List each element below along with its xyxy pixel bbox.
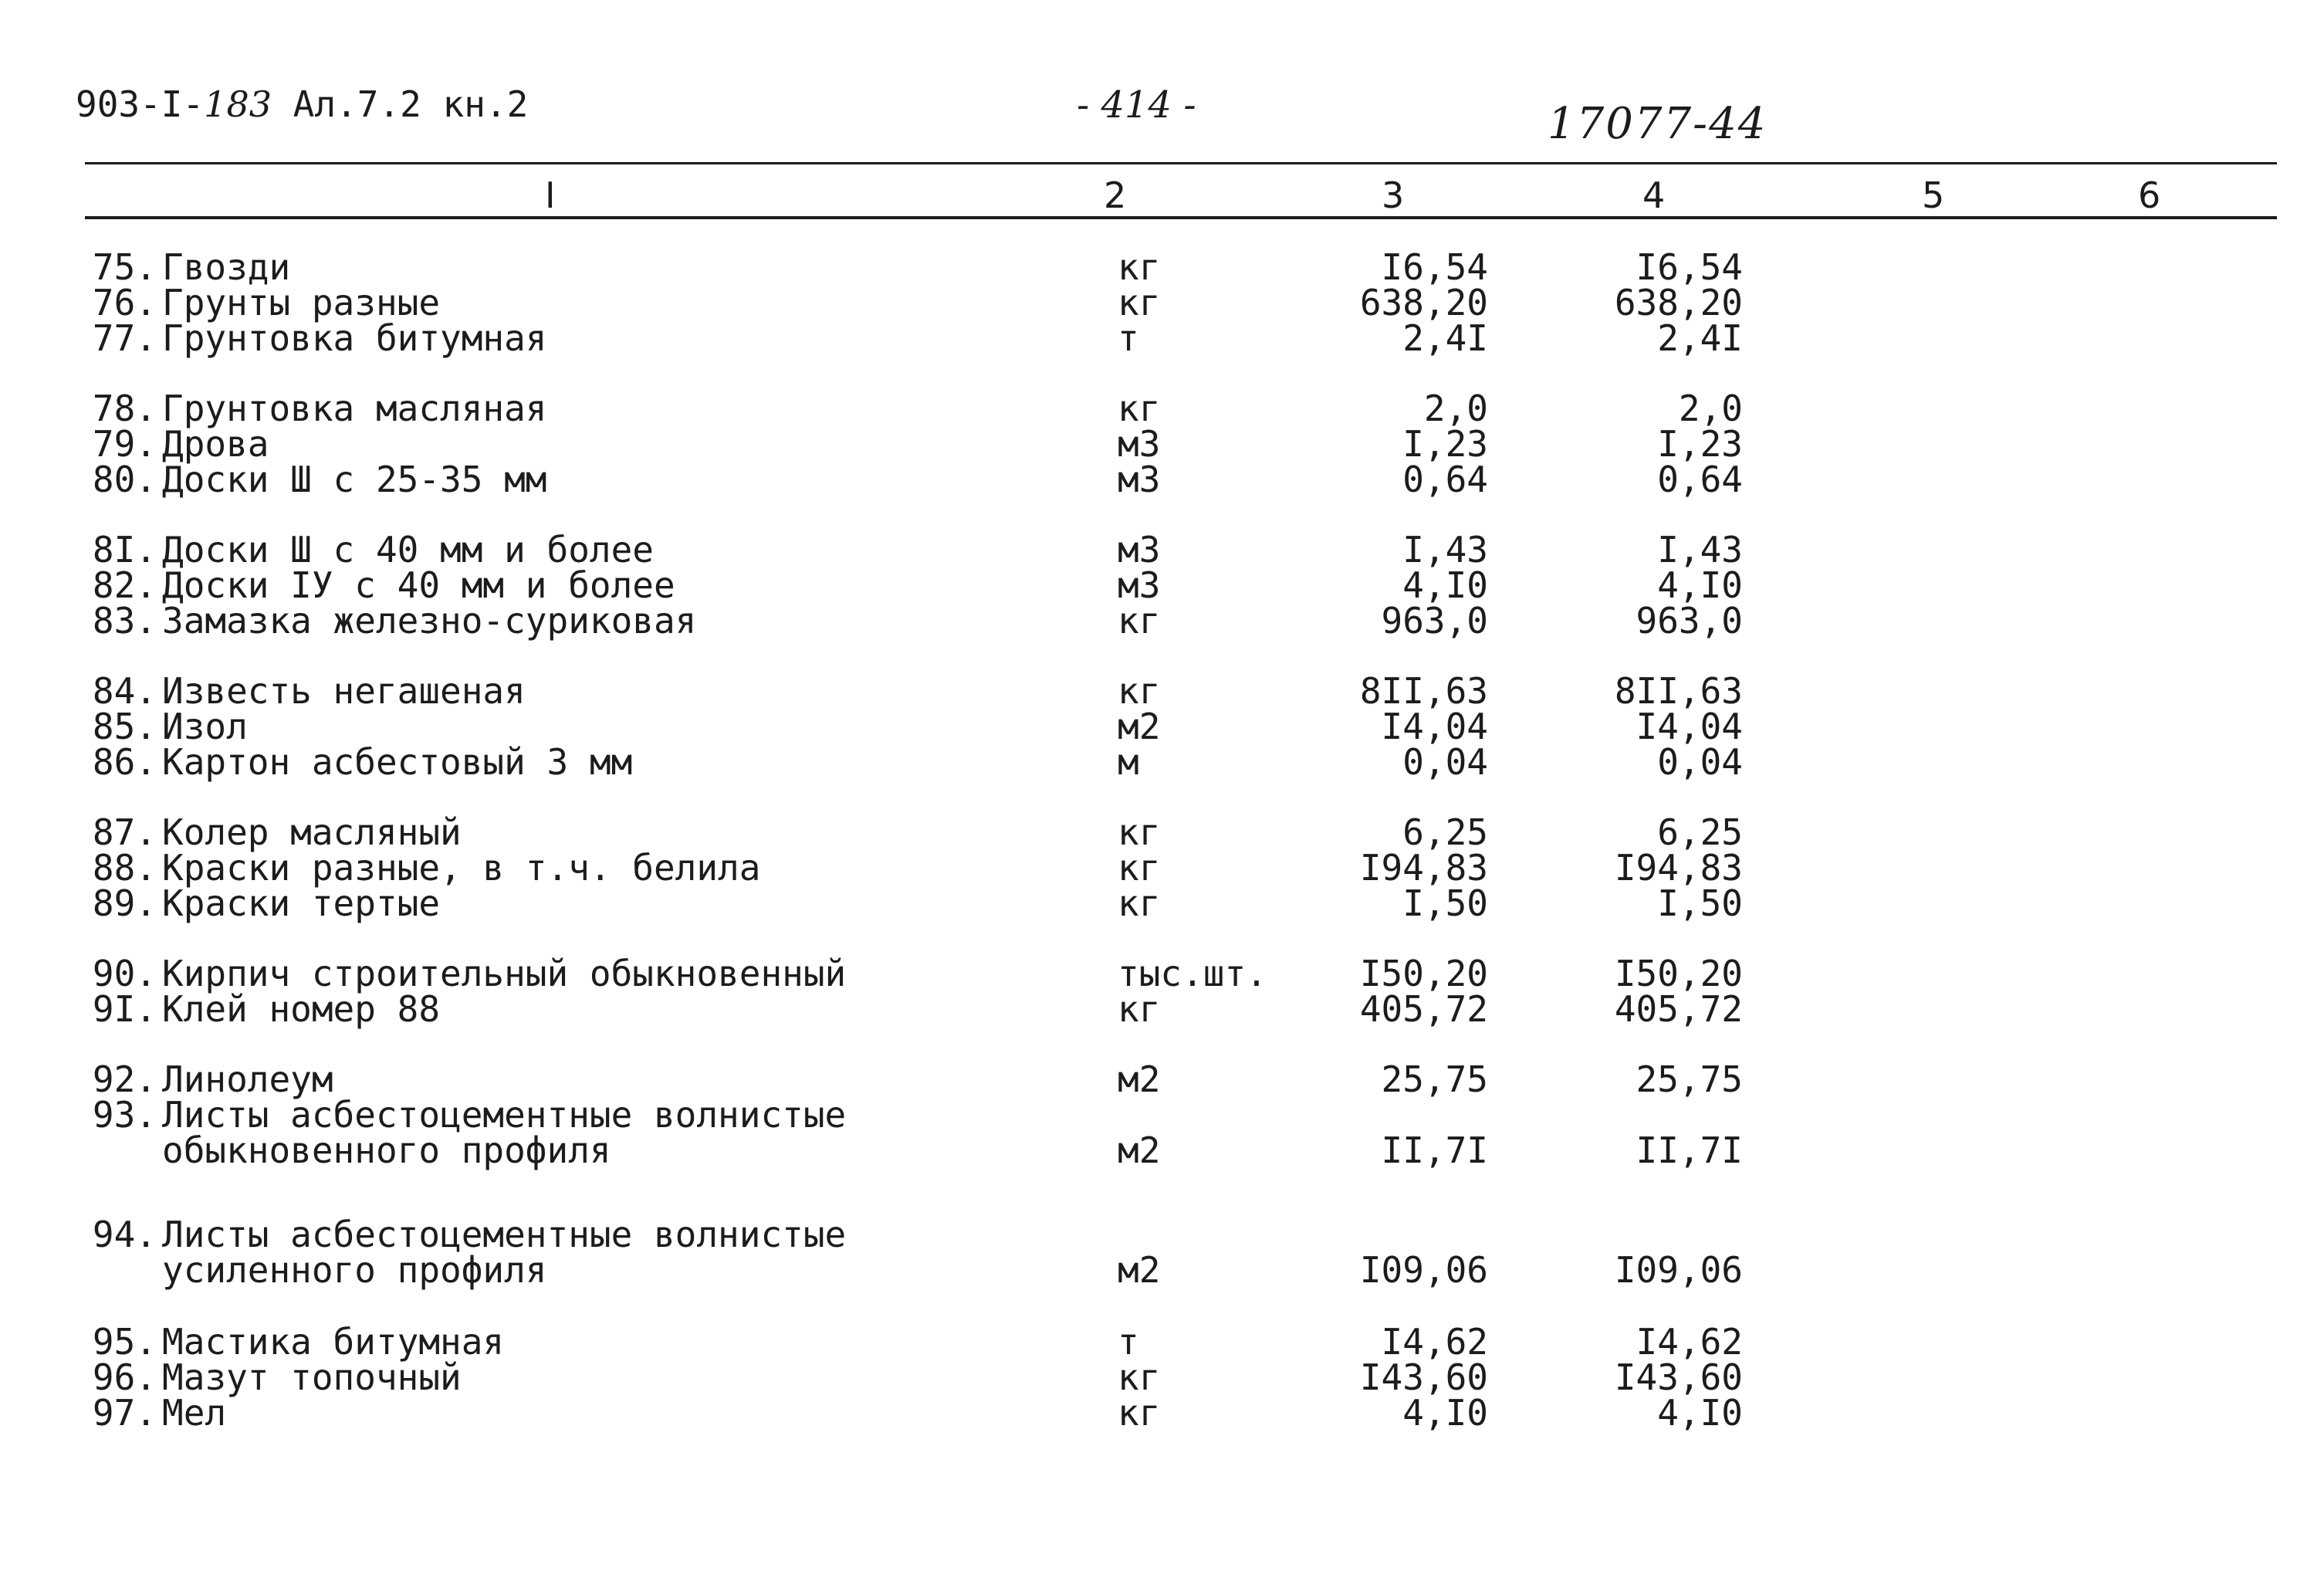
- table-row: [0, 390, 2324, 427]
- quantity-col4: I50,20: [1614, 953, 1743, 994]
- unit-of-measure: м3: [1118, 529, 1161, 571]
- row-number: 9I.: [92, 988, 157, 1030]
- column-header-6: 6: [2138, 174, 2161, 216]
- unit-of-measure: т: [1118, 1321, 1139, 1363]
- quantity-col3: I50,20: [1359, 953, 1488, 994]
- quantity-col4: I,50: [1657, 882, 1743, 924]
- quantity-col3: 405,72: [1359, 988, 1488, 1030]
- unit-of-measure: т: [1118, 317, 1139, 359]
- table-row: [0, 670, 2324, 712]
- quantity-col4: 8II,63: [1614, 670, 1743, 712]
- quantity-col3: 6,25: [1402, 811, 1488, 853]
- row-number: 94.: [92, 1214, 157, 1255]
- quantity-col4: I4,62: [1636, 1321, 1743, 1363]
- quantity-col3: 4,I0: [1402, 564, 1488, 606]
- unit-of-measure: кг: [1118, 282, 1161, 323]
- quantity-col3: 638,20: [1359, 282, 1488, 323]
- quantity-col3: I4,04: [1381, 706, 1488, 747]
- quantity-col3: I4,62: [1381, 1321, 1488, 1363]
- material-name: Доски Ш с 40 мм и более: [162, 529, 654, 571]
- quantity-col3: I6,54: [1381, 246, 1488, 288]
- unit-of-measure: кг: [1118, 811, 1161, 853]
- row-number: 75.: [92, 246, 157, 288]
- unit-of-measure: кг: [1118, 246, 1161, 288]
- quantity-col3: 4,I0: [1402, 1392, 1488, 1434]
- material-name: Листы асбестоцементные волнистые: [162, 1214, 847, 1255]
- table-row: [0, 882, 2324, 924]
- page-number: - 414 -: [1077, 83, 1196, 127]
- quantity-col4: 4,I0: [1657, 1392, 1743, 1434]
- table-row: [0, 423, 2324, 465]
- table-row: [0, 988, 2324, 1030]
- table-row: [0, 529, 2324, 571]
- quantity-col4: 638,20: [1614, 282, 1743, 323]
- material-name: Мастика битумная: [162, 1321, 505, 1363]
- row-number: 90.: [92, 953, 157, 994]
- row-number: 83.: [92, 600, 157, 642]
- material-name: Кирпич строительный обыкновенный: [162, 953, 847, 994]
- table-row: [0, 743, 2324, 781]
- row-number: 89.: [92, 882, 157, 924]
- table-row: [0, 708, 2324, 745]
- row-number: 79.: [92, 423, 157, 465]
- material-name: Краски разные, в т.ч. белила: [162, 847, 761, 889]
- quantity-col4: I4,04: [1636, 706, 1743, 747]
- unit-of-measure: кг: [1118, 670, 1161, 712]
- quantity-col4: I,43: [1657, 529, 1743, 571]
- unit-of-measure: кг: [1118, 882, 1161, 924]
- unit-of-measure: кг: [1118, 988, 1161, 1030]
- row-number: 86.: [92, 741, 157, 783]
- quantity-col4: I,23: [1657, 423, 1743, 465]
- quantity-col4: II,7I: [1636, 1129, 1743, 1171]
- quantity-col3: 0,04: [1402, 741, 1488, 783]
- quantity-col4: I94,83: [1614, 847, 1743, 889]
- column-header-1: I: [545, 174, 556, 216]
- quantity-col4: I43,60: [1614, 1356, 1743, 1398]
- material-name: Линолеум: [162, 1058, 333, 1100]
- quantity-col3: I09,06: [1359, 1249, 1488, 1291]
- column-header-4: 4: [1642, 174, 1666, 216]
- table-row: [0, 811, 2324, 853]
- row-number: 87.: [92, 811, 157, 853]
- unit-of-measure: тыс.шт.: [1118, 953, 1267, 994]
- quantity-col4: 0,04: [1657, 741, 1743, 783]
- material-name: Грунтовка битумная: [162, 317, 547, 359]
- material-name: Изол: [162, 706, 248, 747]
- quantity-col4: I09,06: [1614, 1249, 1743, 1291]
- table-row: [0, 1094, 2324, 1136]
- material-name: Доски IУ с 40 мм и более: [162, 564, 675, 606]
- row-number: 85.: [92, 706, 157, 747]
- row-number: 97.: [92, 1392, 157, 1434]
- table-row: [0, 1321, 2324, 1363]
- unit-of-measure: кг: [1118, 1392, 1161, 1434]
- unit-of-measure: м: [1118, 741, 1139, 783]
- quantity-col3: 963,0: [1381, 600, 1488, 642]
- archive-number: 17077-44: [1548, 99, 1768, 149]
- table-header-rule: [85, 216, 2277, 219]
- table-row: [0, 564, 2324, 606]
- quantity-col3: 2,4I: [1402, 317, 1488, 359]
- column-header-2: 2: [1104, 174, 1127, 216]
- row-number: 93.: [92, 1094, 157, 1136]
- unit-of-measure: м2: [1118, 1058, 1161, 1100]
- material-name: Колер масляный: [162, 811, 462, 853]
- quantity-col3: 8II,63: [1359, 670, 1488, 712]
- document-code: [76, 83, 528, 125]
- document-code-suffix: Ал.7.2 кн.2: [271, 83, 529, 125]
- material-name: усиленного профиля: [162, 1249, 547, 1291]
- table-row: [0, 246, 2324, 288]
- table-row: [0, 1129, 2324, 1171]
- unit-of-measure: м3: [1118, 564, 1161, 606]
- material-name: Гвозди: [162, 246, 291, 288]
- quantity-col4: 2,4I: [1657, 317, 1743, 359]
- table-top-rule: [85, 162, 2277, 164]
- material-name: Доски Ш с 25-35 мм: [162, 459, 547, 500]
- quantity-col4: 6,25: [1657, 811, 1743, 853]
- quantity-col3: 0,64: [1402, 459, 1488, 500]
- quantity-col4: 4,I0: [1657, 564, 1743, 606]
- row-number: 88.: [92, 847, 157, 889]
- column-header-3: 3: [1382, 174, 1405, 216]
- material-name: Картон асбестовый 3 мм: [162, 741, 633, 783]
- document-code-prefix: 903-I-: [76, 83, 205, 125]
- table-row: [0, 955, 2324, 992]
- material-name: Мазут топочный: [162, 1356, 462, 1398]
- unit-of-measure: кг: [1118, 1356, 1161, 1398]
- table-row: [0, 1216, 2324, 1253]
- table-row: [0, 284, 2324, 321]
- quantity-col3: 25,75: [1381, 1058, 1488, 1100]
- row-number: 78.: [92, 388, 157, 429]
- table-row: [0, 1392, 2324, 1434]
- material-name: Мел: [162, 1392, 227, 1434]
- row-number: 96.: [92, 1356, 157, 1398]
- quantity-col4: I6,54: [1636, 246, 1743, 288]
- quantity-col4: 405,72: [1614, 988, 1743, 1030]
- row-number: 95.: [92, 1321, 157, 1363]
- table-row: [0, 1058, 2324, 1100]
- table-row: [0, 1356, 2324, 1398]
- material-name: Грунты разные: [162, 282, 441, 323]
- quantity-col3: I,23: [1402, 423, 1488, 465]
- column-header-5: 5: [1922, 174, 1945, 216]
- quantity-col4: 25,75: [1636, 1058, 1743, 1100]
- quantity-col3: II,7I: [1381, 1129, 1488, 1171]
- quantity-col3: I,43: [1402, 529, 1488, 571]
- material-name: обыкновенного профиля: [162, 1129, 611, 1171]
- material-name: Дрова: [162, 423, 269, 465]
- row-number: 82.: [92, 564, 157, 606]
- table-row: [0, 600, 2324, 642]
- row-number: 92.: [92, 1058, 157, 1100]
- row-number: 80.: [92, 459, 157, 500]
- unit-of-measure: м2: [1118, 1129, 1161, 1171]
- material-name: Краски тертые: [162, 882, 441, 924]
- quantity-col3: 2,0: [1423, 388, 1488, 429]
- material-name: Листы асбестоцементные волнистые: [162, 1094, 847, 1136]
- table-row: [0, 1251, 2324, 1289]
- row-number: 84.: [92, 670, 157, 712]
- unit-of-measure: кг: [1118, 600, 1161, 642]
- quantity-col3: I43,60: [1359, 1356, 1488, 1398]
- material-name: Замазка железно-суриковая: [162, 600, 697, 642]
- unit-of-measure: м2: [1118, 706, 1161, 747]
- document-code-handwritten: 183: [204, 83, 272, 125]
- unit-of-measure: кг: [1118, 847, 1161, 889]
- quantity-col3: I,50: [1402, 882, 1488, 924]
- table-row: [0, 317, 2324, 359]
- unit-of-measure: кг: [1118, 388, 1161, 429]
- material-name: Известь негашеная: [162, 670, 526, 712]
- row-number: 8I.: [92, 529, 157, 571]
- material-name: Клей номер 88: [162, 988, 441, 1030]
- table-row: [0, 847, 2324, 889]
- unit-of-measure: м3: [1118, 459, 1161, 500]
- unit-of-measure: м2: [1118, 1249, 1161, 1291]
- table-row: [0, 461, 2324, 498]
- material-name: Грунтовка масляная: [162, 388, 547, 429]
- quantity-col3: I94,83: [1359, 847, 1488, 889]
- row-number: 76.: [92, 282, 157, 323]
- quantity-col4: 963,0: [1636, 600, 1743, 642]
- quantity-col4: 0,64: [1657, 459, 1743, 500]
- row-number: 77.: [92, 317, 157, 359]
- quantity-col4: 2,0: [1678, 388, 1743, 429]
- unit-of-measure: м3: [1118, 423, 1161, 465]
